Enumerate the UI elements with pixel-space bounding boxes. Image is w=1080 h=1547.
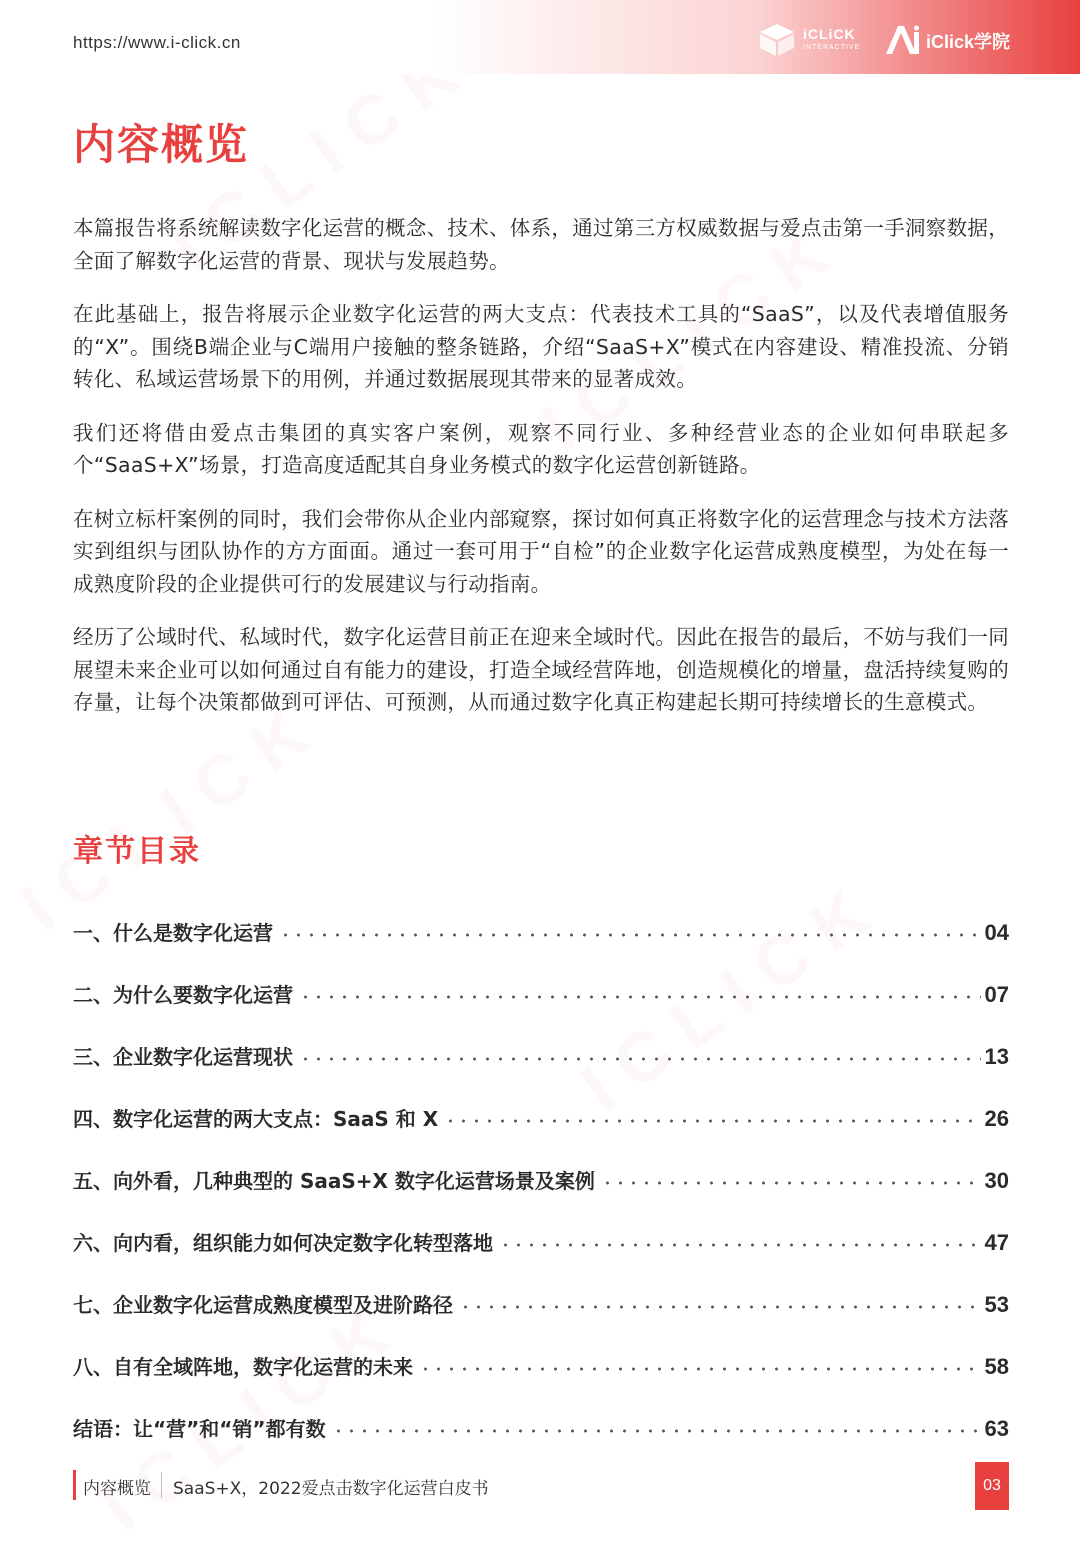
toc-item-label: 结语：让“营”和“销”都有数 [73, 1417, 326, 1441]
cube-logo-icon [757, 22, 797, 58]
site-url[interactable]: https://www.i-click.cn [73, 33, 241, 52]
toc-item-label: 三、企业数字化运营现状 [73, 1045, 293, 1069]
intro-paragraph: 我们还将借由爱点击集团的真实客户案例，观察不同行业、多种经营业态的企业如何串联起多个“SaaS+X”场景，打造高度适配其自身业务模式的数字化运营创新链路。 [73, 420, 1009, 477]
toc-item-label: 七、企业数字化运营成熟度模型及进阶路径 [73, 1293, 453, 1317]
toc-item-label: 八、自有全域阵地，数字化运营的未来 [73, 1355, 413, 1379]
dot-leader [299, 1056, 981, 1062]
toc-item-page: 07 [984, 982, 1009, 1007]
dot-leader [279, 932, 981, 938]
toc-item[interactable] [73, 1008, 1009, 1070]
dot-leader [419, 1366, 981, 1372]
toc-item[interactable] [73, 1380, 1009, 1442]
table-of-contents [73, 884, 1009, 1442]
toc-item[interactable] [73, 1194, 1009, 1256]
dot-leader [499, 1242, 981, 1248]
toc-item-page: 30 [984, 1168, 1009, 1193]
toc-item[interactable] [73, 1318, 1009, 1380]
intro-paragraph: 本篇报告将系统解读数字化运营的概念、技术、体系，通过第三方权威数据与爱点击第一手洞察数据，全面了解数字化运营的背景、现状与发展趋势。 [73, 216, 1009, 273]
toc-item-label: 一、什么是数字化运营 [73, 921, 273, 945]
toc-item[interactable] [73, 1132, 1009, 1194]
footer-divider [161, 1472, 162, 1498]
toc-item-page: 63 [984, 1416, 1009, 1441]
toc-item-page: 53 [984, 1292, 1009, 1317]
footer-section-name: 内容概览 [83, 1479, 151, 1499]
toc-title: 章节目录 [73, 834, 201, 869]
toc-item-page: 13 [984, 1044, 1009, 1069]
logo-wordmark: iCLiCK [803, 26, 856, 42]
page-title: 内容概览 [73, 120, 250, 169]
iclick-academy-logo [884, 22, 1014, 58]
page-header [0, 0, 1080, 74]
toc-item[interactable] [73, 1256, 1009, 1318]
page-footer [73, 1468, 1009, 1508]
toc-item-page: 58 [984, 1354, 1009, 1379]
iclick-logo [757, 22, 867, 58]
ai-mark-icon [884, 24, 922, 56]
intro-paragraph: 经历了公域时代、私域时代，数字化运营目前正在迎来全域时代。因此在报告的最后，不妨与我们一同展望未来企业可以如何通过自有能力的建设，打造全域经营阵地，创造规模化的增量，盘活持续复购的存量，让每个决策都做到可评估、可预测，从而通过数字化真正构建起长期可持续增长的生意模式。 [73, 625, 1009, 714]
intro-paragraph: 在此基础上，报告将展示企业数字化运营的两大支点：代表技术工具的“SaaS”，以及代表增值服务的“X”。围绕B端企业与C端用户接触的整条链路，介绍“SaaS+X”模式在内容建设、精准投流、分销转化、私域运营场景下的用例，并通过数据展现其带来的显著成效。 [73, 302, 1009, 391]
academy-wordmark: iClick学院 [926, 32, 1011, 52]
footer-accent-bar [73, 1470, 76, 1500]
toc-item[interactable] [73, 884, 1009, 946]
footer-document-title: SaaS+X，2022爱点击数字化运营白皮书 [173, 1479, 489, 1499]
toc-item[interactable] [73, 1070, 1009, 1132]
toc-item-page: 47 [984, 1230, 1009, 1255]
toc-item-label: 二、为什么要数字化运营 [73, 983, 293, 1007]
logo-subtitle: INTERACTIVE [803, 44, 861, 51]
toc-item-label: 五、向外看，几种典型的 SaaS+X 数字化运营场景及案例 [73, 1169, 595, 1193]
toc-item-label: 六、向内看，组织能力如何决定数字化转型落地 [73, 1231, 493, 1255]
toc-item-label: 四、数字化运营的两大支点：SaaS 和 X [73, 1107, 439, 1131]
page-number: 03 [975, 1462, 1009, 1510]
toc-item[interactable] [73, 946, 1009, 1008]
toc-item-page: 26 [984, 1106, 1009, 1131]
dot-leader [601, 1180, 981, 1186]
toc-item-page: 04 [984, 920, 1009, 945]
dot-leader [332, 1428, 981, 1434]
dot-leader [459, 1304, 981, 1310]
intro-section [73, 212, 1009, 740]
dot-leader [299, 994, 981, 1000]
intro-paragraph: 在树立标杆案例的同时，我们会带你从企业内部窥察，探讨如何真正将数字化的运营理念与技术方法落实到组织与团队协作的方方面面。通过一套可用于“自检”的企业数字化运营成熟度模型，为处在每一成熟度阶段的企业提供可行的发展建议与行动指南。 [73, 506, 1009, 596]
dot-leader [444, 1118, 980, 1124]
